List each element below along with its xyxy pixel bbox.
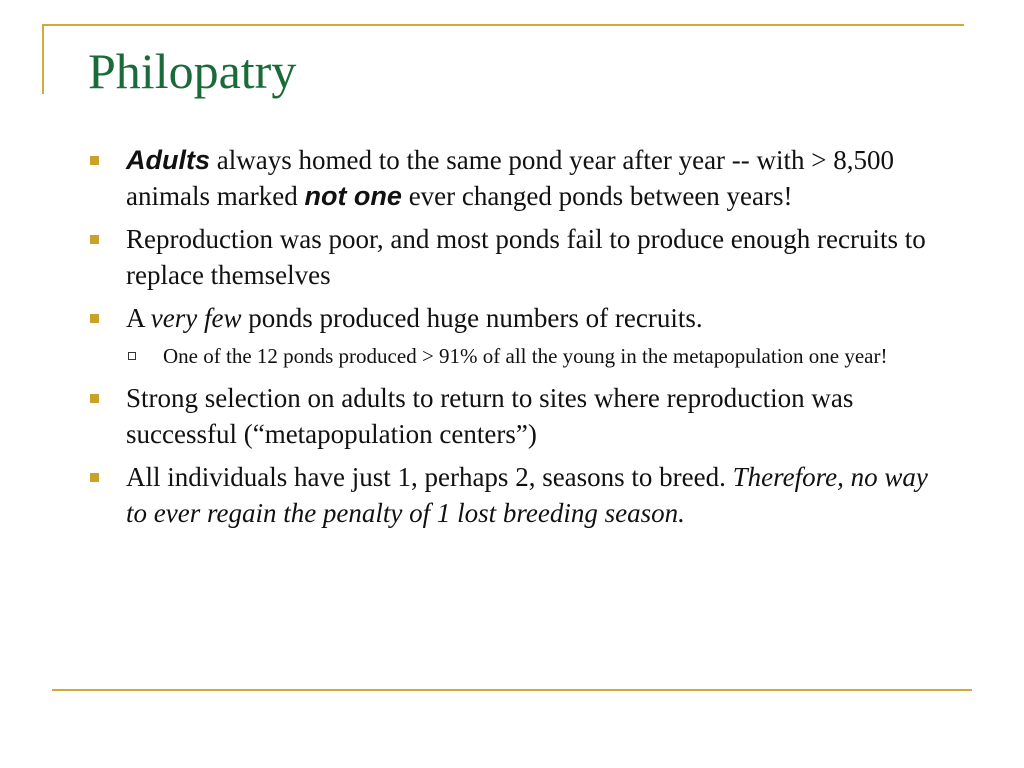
- square-bullet-icon: [90, 314, 99, 323]
- frame-left-line: [42, 24, 44, 94]
- square-bullet-icon: [90, 394, 99, 403]
- hollow-square-bullet-icon: [128, 352, 136, 360]
- square-bullet-icon: [90, 235, 99, 244]
- bullet-item-3: [88, 300, 938, 336]
- bullet-5-text: All individuals have just 1, perhaps 2, seasons to breed.: [126, 462, 733, 492]
- bullet-item-4: [88, 380, 938, 452]
- bullet-item-5: [88, 459, 938, 531]
- bullet-3-emphasis: very few: [150, 303, 242, 333]
- bullet-item-1: [88, 142, 938, 214]
- bullet-item-2: [88, 221, 938, 293]
- square-bullet-icon: [90, 473, 99, 482]
- bullet-1-text-b: ever changed ponds between years!: [401, 181, 793, 211]
- bullet-2-text: Reproduction was poor, and most ponds fail to produce enough recruits to replace themselves: [126, 224, 926, 290]
- bullet-list: [88, 142, 938, 538]
- frame-bottom-line: [52, 689, 972, 691]
- bullet-1-emphasis-2: not one: [304, 181, 402, 211]
- sub-bullet-item: [126, 341, 938, 371]
- square-bullet-icon: [90, 156, 99, 165]
- bullet-1-emphasis: Adults: [126, 145, 210, 175]
- frame-top-line: [42, 24, 964, 26]
- bullet-3-prefix: A: [126, 303, 151, 333]
- sub-bullet-text: One of the 12 ponds produced > 91% of all the young in the metapopulation one year!: [163, 344, 888, 368]
- slide-title: Philopatry: [88, 43, 297, 99]
- bullet-1-text-a: always homed to the same pond year after year -- with > 8,500 animals marked: [126, 145, 895, 211]
- bullet-3-text: ponds produced huge numbers of recruits.: [241, 303, 703, 333]
- bullet-5-italic-text: Therefore, no way to ever regain the penalty of 1 lost breeding season.: [126, 462, 928, 528]
- bullet-4-text: Strong selection on adults to return to sites where reproduction was successful (“metapopulation centers”): [126, 383, 854, 449]
